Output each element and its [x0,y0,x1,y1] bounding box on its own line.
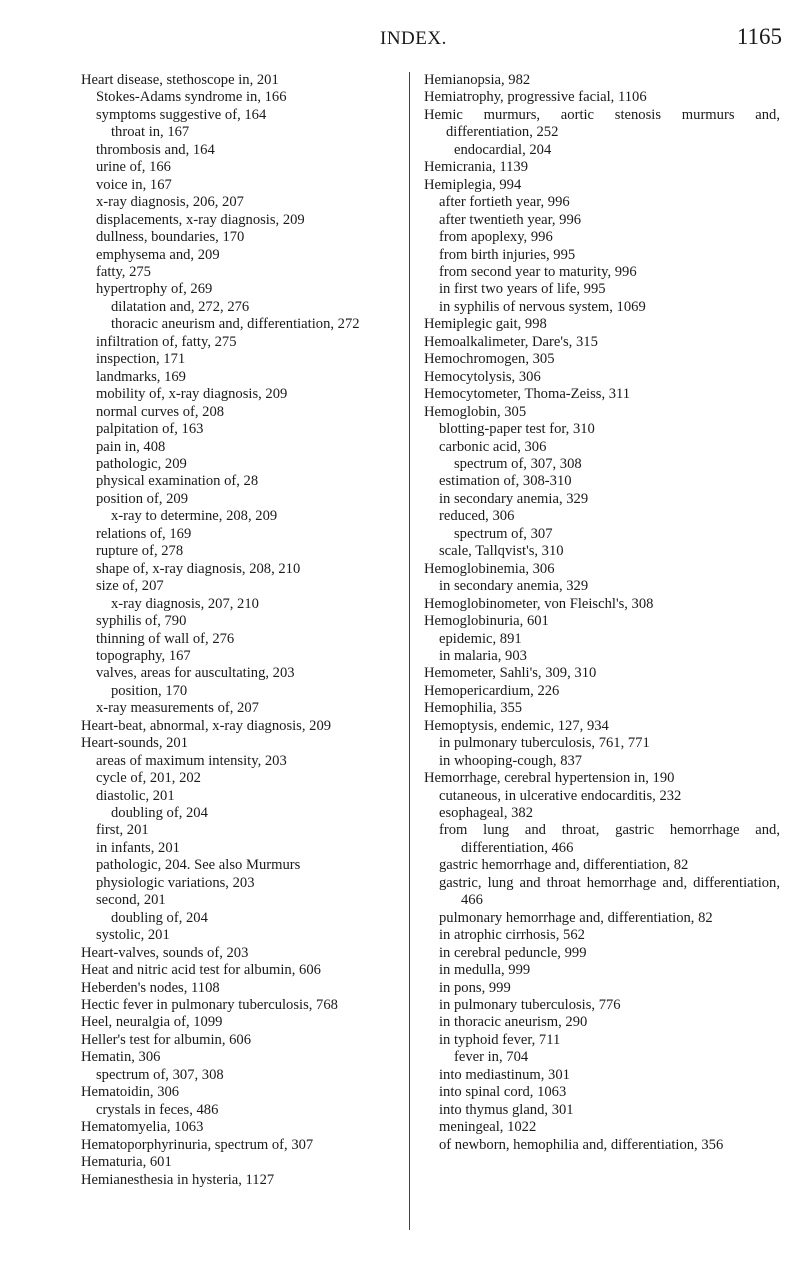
index-entry: x-ray diagnosis, 207, 210 [111,595,259,612]
index-entry: into thymus gland, 301 [439,1101,574,1118]
index-entry: doubling of, 204 [111,805,208,822]
index-entry: estimation of, 308-310 [439,473,572,490]
index-entry: Heart-sounds, 201 [81,735,189,752]
index-entry: in syphilis of nervous system, 1069 [439,298,646,315]
page-number: 1165 [736,24,782,49]
index-entry: Stokes-Adams syndrome in, 166 [96,89,287,106]
index-entry: valves, areas for auscultating, 203 [96,665,295,682]
index-entry: Hemiatrophy, progressive facial, 1106 [424,89,647,106]
index-entry: in malaria, 903 [439,647,527,664]
index-entry: pulmonary hemorrhage and, differentiation, 82 [439,909,713,926]
index-entry: in whooping-cough, 837 [439,752,583,769]
index-entry: into mediastinum, 301 [439,1066,570,1083]
index-entry: spectrum of, 307, 308 [454,455,582,472]
index-entry: Hematoporphyrinuria, spectrum of, 307 [81,1136,314,1153]
index-entry: pathologic, 209 [96,455,187,472]
index-entry: systolic, 201 [96,927,170,944]
index-entry: Hematin, 306 [81,1049,161,1066]
index-entry: Hemicrania, 1139 [424,159,529,176]
index-entry: Hematuria, 601 [81,1154,172,1171]
index-entry: in infants, 201 [96,839,180,856]
index-entry: shape of, x-ray diagnosis, 208, 210 [96,560,301,577]
index-entry: thinning of wall of, 276 [96,630,235,647]
index-entry: x-ray diagnosis, 206, 207 [96,194,244,211]
page-header [0,22,800,52]
index-entry: reduced, 306 [439,508,515,525]
index-entry: carbonic acid, 306 [439,438,547,455]
index-entry: Heel, neuralgia of, 1099 [81,1014,223,1031]
index-entry: Hemoptysis, endemic, 127, 934 [424,717,609,734]
index-entry: Hemic murmurs, aortic stenosis murmurs and, differentiation, 252 [424,106,780,141]
index-entry: endocardial, 204 [454,141,552,158]
index-entry: in medulla, 999 [439,962,531,979]
index-entry: from apoplexy, 996 [439,229,553,246]
index-entry: hypertrophy of, 269 [96,281,213,298]
index-entry: physical examination of, 28 [96,473,259,490]
index-entry: emphysema and, 209 [96,246,220,263]
index-entry: topography, 167 [96,647,191,664]
index-entry: fever in, 704 [454,1049,529,1066]
index-entry: from lung and throat, gastric hemorrhage and, differentiation, 466 [439,822,780,856]
index-entry: Hemiplegia, 994 [424,176,522,193]
index-entry: gastric hemorrhage and, differentiation, 82 [439,857,689,874]
index-entry: in typhoid fever, 711 [439,1031,561,1048]
index-entry: cycle of, 201, 202 [96,770,201,787]
index-entry: physiologic variations, 203 [96,874,255,891]
index-entry: Hemopericardium, 226 [424,682,560,699]
index-entry: diastolic, 201 [96,787,175,804]
index-entry: scale, Tallqvist's, 310 [439,543,564,560]
index-entry: spectrum of, 307, 308 [96,1066,224,1083]
index-entry: Hemocytolysis, 306 [424,368,541,385]
index-entry: Hemoglobinometer, von Fleischl's, 308 [424,595,654,612]
index-entry: meningeal, 1022 [439,1119,537,1136]
index-entry: into spinal cord, 1063 [439,1084,567,1101]
index-entry: voice in, 167 [96,176,172,193]
index-entry: from birth injuries, 995 [439,246,576,263]
index-entry: position of, 209 [96,490,189,507]
index-entry: second, 201 [96,892,166,909]
index-entry: symptoms suggestive of, 164 [96,106,267,123]
index-entry: palpitation of, 163 [96,421,204,438]
index-entry: Hemophilia, 355 [424,700,523,717]
index-entry: spectrum of, 307 [454,525,553,542]
index-entry: Hematoidin, 306 [81,1084,180,1101]
index-entry: dullness, boundaries, 170 [96,229,245,246]
index-entry: from second year to maturity, 996 [439,263,637,280]
index-entry: x-ray to determine, 208, 209 [111,508,278,525]
index-entry: thoracic aneurism and, differentiation, 272 [111,316,360,333]
index-entry: doubling of, 204 [111,909,208,926]
index-entry: Hemoglobin, 305 [424,403,527,420]
index-entry: urine of, 166 [96,159,171,176]
index-entry: in thoracic aneurism, 290 [439,1014,588,1031]
index-entry: after fortieth year, 996 [439,194,570,211]
index-entry: relations of, 169 [96,525,192,542]
index-entry: Heberden's nodes, 1108 [81,979,220,996]
index-entry: in cerebral peduncle, 999 [439,944,587,961]
index-entry: rupture of, 278 [96,543,184,560]
index-entry: Heart-valves, sounds of, 203 [81,944,249,961]
index-entry: Hemocytometer, Thoma-Zeiss, 311 [424,386,631,403]
index-entry: normal curves of, 208 [96,403,225,420]
index-entry: throat in, 167 [111,124,190,141]
index-entry: Hemoglobinuria, 601 [424,613,549,630]
index-entry: thrombosis and, 164 [96,141,215,158]
index-entry: Hemiplegic gait, 998 [424,316,547,333]
index-entry: of newborn, hemophilia and, differentiation, 356 [439,1136,724,1153]
index-entry: in secondary anemia, 329 [439,578,589,595]
index-entry: dilatation and, 272, 276 [111,298,250,315]
index-entry: mobility of, x-ray diagnosis, 209 [96,386,288,403]
index-entry: esophageal, 382 [439,805,534,822]
index-entry: Hemoglobinemia, 306 [424,560,555,577]
index-entry: displacements, x-ray diagnosis, 209 [96,211,305,228]
index-entry: epidemic, 891 [439,630,522,647]
index-entry: gastric, lung and throat hemorrhage and, differentiation, 466 [439,874,780,909]
index-entry: first, 201 [96,822,149,839]
index-column-left [81,72,399,1189]
index-entry: Hematomyelia, 1063 [81,1119,204,1136]
index-entry: pathologic, 204. See also Murmurs [96,857,301,874]
index-entry: inspection, 171 [96,351,186,368]
index-entry: in pulmonary tuberculosis, 761, 771 [439,735,650,752]
index-entry: Hemochromogen, 305 [424,351,555,368]
index-entry: blotting-paper test for, 310 [439,421,595,438]
index-entry: Heller's test for albumin, 606 [81,1031,252,1048]
running-title: INDEX. [380,28,447,49]
index-entry: in secondary anemia, 329 [439,490,589,507]
index-entry: Heart disease, stethoscope in, 201 [81,72,279,88]
index-entry: x-ray measurements of, 207 [96,700,259,717]
index-entry: Heart-beat, abnormal, x-ray diagnosis, 209 [81,717,332,734]
index-entry: size of, 207 [96,578,164,595]
index-entry: crystals in feces, 486 [96,1101,219,1118]
index-entry: landmarks, 169 [96,368,186,385]
column-divider [409,72,410,1230]
index-entry: after twentieth year, 996 [439,211,582,228]
index-entry: areas of maximum intensity, 203 [96,752,287,769]
index-entry: fatty, 275 [96,263,151,280]
index-entry: pain in, 408 [96,438,166,455]
index-entry: Heat and nitric acid test for albumin, 606 [81,962,321,979]
index-entry: position, 170 [111,682,188,699]
index-entry: in first two years of life, 995 [439,281,606,298]
index-entry: infiltration of, fatty, 275 [96,333,237,350]
index-entry: Hemorrhage, cerebral hypertension in, 190 [424,770,675,787]
index-entry: Hemianopsia, 982 [424,72,531,88]
index-entry: cutaneous, in ulcerative endocarditis, 232 [439,787,682,804]
index-entry: in atrophic cirrhosis, 562 [439,927,585,944]
index-entry: Hemianesthesia in hysteria, 1127 [81,1171,275,1188]
index-entry: Hectic fever in pulmonary tuberculosis, 768 [81,997,338,1014]
index-entry: in pulmonary tuberculosis, 776 [439,997,621,1014]
index-column-right [424,72,780,1154]
index-entry: Hemometer, Sahli's, 309, 310 [424,665,597,682]
index-entry: in pons, 999 [439,979,511,996]
index-entry: Hemoalkalimeter, Dare's, 315 [424,333,598,350]
index-entry: syphilis of, 790 [96,613,187,630]
